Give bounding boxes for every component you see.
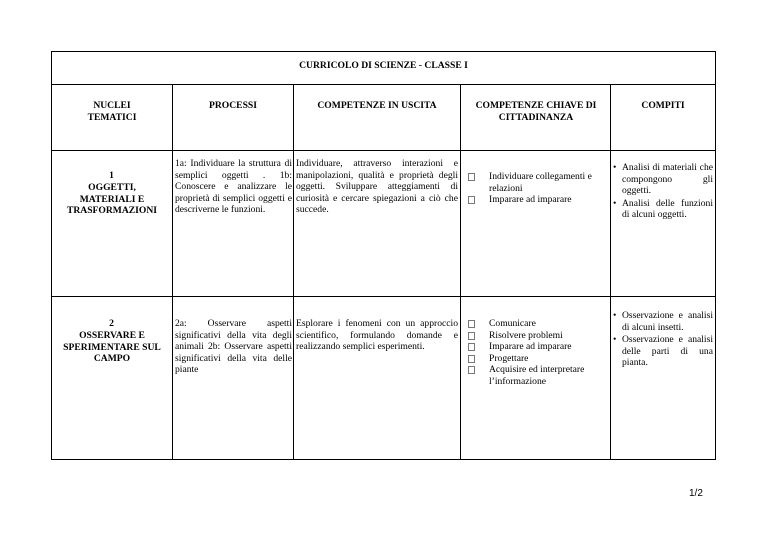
checkbox-glyph-icon [468,366,475,374]
header-nuclei: NUCLEI TEMATICI [87,100,137,123]
checkbox-glyph-icon [468,173,475,181]
row2-processi: 2a: Osservare aspetti significativi della vita degli animali 2b: Osservare aspetti significativi della vita delle piante [175,318,292,376]
row2-compiti-item: • Osservazione e analisi di alcuni insetti. [613,310,713,333]
row2-competenze-chiave [465,318,609,388]
row1-competenze-uscita: Individuare, attraverso interazioni e manipolazioni, qualità e proprietà degli oggetti. Sviluppare atteggiamenti di curiosità e cercare spiegazioni a ciò che succede. [296,158,458,216]
table-title: CURRICOLO DI SCIENZE - CLASSE I [299,60,468,71]
bullet-dot-icon: • [613,162,617,173]
row1-nucleo-number: 1 [109,170,114,181]
curriculum-table [51,51,716,460]
table-rule-2 [51,150,716,151]
row1-processi: 1a: Individuare la struttura di semplici oggetti . 1b: Conoscere e analizzare le proprietà di semplici oggetti e descriverne le funzioni. [175,158,292,216]
bullet-dot-icon: • [613,197,617,209]
table-col-rule-1 [172,84,173,460]
table-border-bottom [51,459,716,460]
row2-nucleo-number: 2 [109,318,114,329]
row2-competenze-uscita: Esplorare i fenomeni con un approccio scientifico, formulando domande e realizzando semplici esperimenti. [296,318,458,353]
table-border-top [51,51,716,52]
checkbox-glyph-icon [468,196,475,204]
row2-chiave-item: Imparare ad imparare [465,341,609,353]
header-competenze-chiave: COMPETENZE CHIAVE DI CITTADINANZA [475,100,597,123]
header-processi: PROCESSI [209,100,257,111]
table-col-rule-4 [610,84,611,460]
row1-chiave-item: Imparare ad imparare [465,194,609,206]
table-border-right [715,51,716,460]
row1-compiti-item: • Analisi di materiali che compongono gli oggetti. [613,162,713,197]
row1-competenze-chiave [465,171,609,206]
header-competenze-uscita: COMPETENZE IN USCITA [317,100,437,111]
row1-compiti-item: • Analisi delle funzioni di alcuni oggetti. [613,197,713,221]
table-rule-1 [51,84,716,85]
row2-chiave-item: Progettare [465,353,609,365]
checkbox-glyph-icon [468,320,475,328]
row2-chiave-item: Risolvere problemi [465,330,609,342]
page-number: 1/2 [689,488,703,499]
row2-chiave-item: Comunicare [465,318,609,330]
header-compiti: COMPITI [641,100,685,111]
table-border-left [51,51,52,460]
table-rule-3 [51,296,716,297]
checkbox-glyph-icon [468,343,475,351]
row1-compiti [612,162,713,222]
row2-compiti [612,310,713,370]
row2-compiti-item: • Osservazione e analisi delle parti di una pianta. [613,334,713,369]
row2-nucleo-name: OSSERVARE E SPERIMENTARE SUL CAMPO [63,330,161,365]
row2-chiave-item: Acquisire ed interpretare l’informazione [465,364,609,387]
bullet-dot-icon: • [613,334,617,346]
checkbox-glyph-icon [468,332,475,340]
row1-chiave-item: Individuare collegamenti e relazioni [465,171,609,194]
table-col-rule-3 [460,84,461,460]
checkbox-glyph-icon [468,355,475,363]
table-col-rule-2 [293,84,294,460]
row1-nucleo-name: OGGETTI, MATERIALI E TRASFORMAZIONI [66,182,158,217]
bullet-dot-icon: • [613,310,617,321]
